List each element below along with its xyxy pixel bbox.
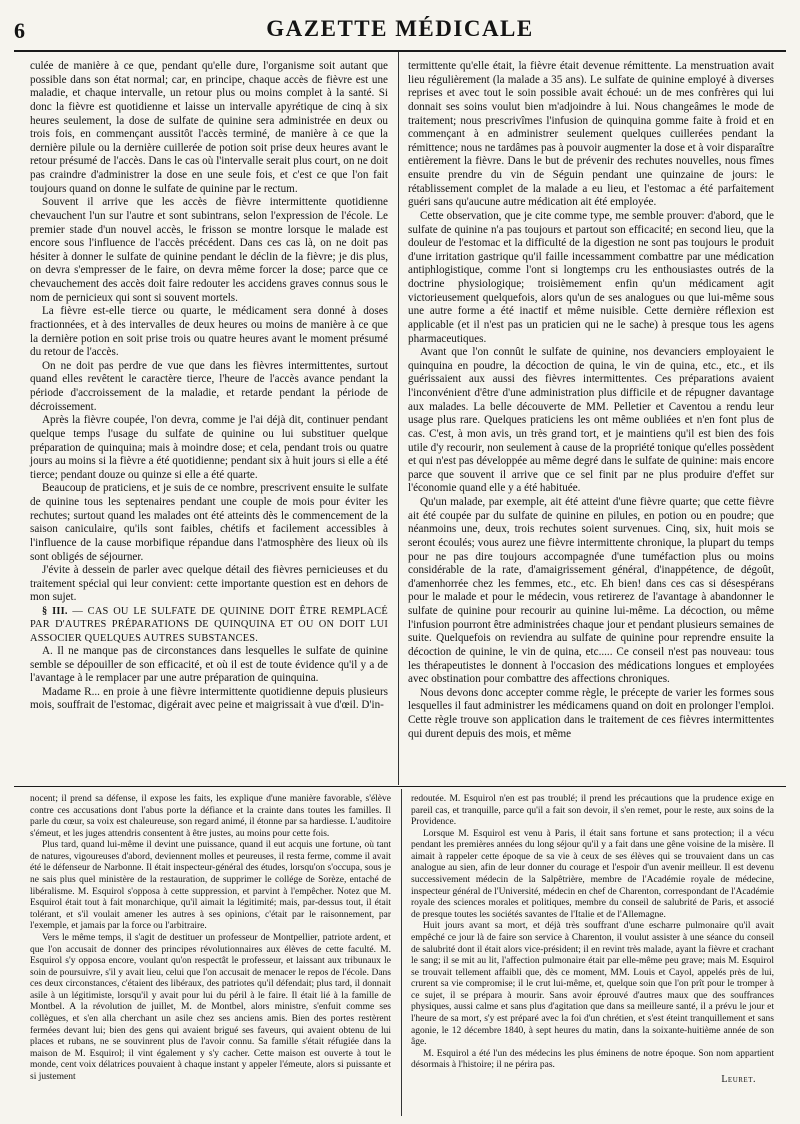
- section-heading-text: — CAS OU LE SULFATE DE QUININE DOIT ÊTRE REMPLACÉ PAR D'AUTRES PRÉPARATIONS DE QUINQUINA ET OU ON DOIT LUI ASSOCIER QUELQUES AUTRES SUBSTANCES.: [30, 606, 388, 644]
- lower-right-column: [411, 794, 774, 1114]
- paragraph: La fièvre est-elle tierce ou quarte, le médicament sera donné à doses fractionnées, et à des intervalles de deux heures ou moins de manière à ce que la dernière potion en soit prise trois ou quatre heures avant le moment présumé du retour de l'accès.: [30, 305, 388, 359]
- column-divider-lower: [401, 789, 402, 1116]
- page-number: 6: [14, 18, 25, 43]
- paragraph: On ne doit pas perdre de vue que dans les fièvres intermittentes, surtout quand elles revêtent le caractère tierce, l'heure de l'accès avance pendant la période d'accroissement de la maladie, et retarde pendant la période de décroissement.: [30, 359, 388, 413]
- paragraph: redoutée. M. Esquirol n'en est pas troublé; il prend les précautions que la prudence exige en pareil cas, et tranquille, parce qu'il a fait son devoir, il s'en remet, pour le reste, aux soins de la Providence.: [411, 794, 774, 828]
- journal-title: GAZETTE MÉDICALE: [266, 16, 534, 41]
- paragraph: termittente qu'elle était, la fièvre était devenue rémittente. La menstruation avait lieu régulièrement (la malade a 35 ans). Le sulfate de quinine employé à diverses reprises et avec tout le soin possible avait échoué: un de mes confrères qui lui donnait ses soins voulut bien m'adjoindre à lui. Nous changeâmes le mode de traitement; nous prescrivîmes l'infusion de quinquina gomme faite à froid et en commençant à en administrer seulement quelques cuillerées pendant la rémittence; nous ne tardâmes pas à pouvoir augmenter la dose et à voir disparaître entièrement la fièvre. Dans le but de prévenir des rechutes nouvelles, nous fîmes ensuite prendre du vin de Séguin pendant une quinzaine de jours: le rétablissement complet de la malade a eu lieu, et l'estomac a été parfaitement guéri sans qu'aucune autre médication ait été employée.: [408, 60, 774, 209]
- paragraph: culée de manière à ce que, pendant qu'elle dure, l'organisme soit autant que possible dans son état normal; car, en principe, chaque accès de fièvre est une maladie, et chaque intervalle, un retour plus ou moins complet à la santé. Si donc la fièvre est quotidienne et laisse un intervalle apyrétique de cinq à six heures seulement, la dose de sulfate de quinine sera administrée en deux ou trois fois, en commençant aussitôt l'accès terminé, de manière à ce que la dernière pilule ou la dernière cuillerée de potion soit prise deux heures avant le retour présumé de l'accès. Dans le cas où l'intervalle serait plus court, on ne doit pas craindre d'administrer la dose en une seule fois, et c'est ce que l'on fait toujours quand on donne le sulfate de quinine par le rectum.: [30, 60, 388, 195]
- paragraph: A. Il ne manque pas de circonstances dans lesquelles le sulfate de quinine semble se dépouiller de son efficacité, et où il est de toute évidence qu'il y a de l'avantage à le remplacer par une autre préparation de quinquina.: [30, 644, 388, 685]
- paragraph: Vers le même temps, il s'agit de destituer un professeur de Montpellier, patriote ardent, et que l'on accusait de donner des principes révolutionnaires aux élèves de cette faculté. M. Esquirol s'y opposa encore, voulant qu'on respectât le professeur, et laissant aux tribunaux le soin de poursuivre, s'il y avait lieu, celui que l'on accusait de menacer le repos de l'école. Dans ces deux circonstances, c'étaient des libéraux, des patriotes qu'il défendait; plus tard, il donnait asile à un légitimiste, lorsqu'il y avait pour lui du péril à le faire. Il était lié à la famille de Montbel. A la révolution de juillet, M. de Montbel, alors ministre, s'enfuit comme ses collègues, et s'en alla cherchant un asile chez ses anciens amis. Bien des portes restèrent fermées devant lui; bien des gens qui avaient brigué ses faveurs, qui avaient obtenu de lui places et rubans, ne se souvinrent plus de l'avoir connu. Sa famille s'était réfugiée dans la maison de M. Esquirol; il vint également y s'y cacher. Cette maison est ouverte à tout le monde, cent voix délatrices pouvaient à chaque instant y appeler l'émeute, alors si puissante et si justement: [30, 932, 391, 1082]
- paragraph: Souvent il arrive que les accès de fièvre intermittente quotidienne chevauchent l'un sur l'autre et sont subintrans, selon l'expression de l'école. Le premier stade d'un nouvel accès, le frisson se montre lorsque le malade est encore sous l'influence de l'accès précédent. Dans ces cas là, on ne doit pas hésiter à donner le sulfate de quinine pendant le déclin de la fièvre; je dis plus, on devra s'empresser de le faire, on devra même forcer la dose; parce que ce chevauchement des accès doit faire redouter les accidens graves connus sous le nom de pernicieux qui sont si souvent mortels.: [30, 196, 388, 304]
- paragraph: Cette observation, que je cite comme type, me semble prouver: d'abord, que le sulfate de quinine n'a pas toujours et partout son efficacité; en second lieu, que la douleur de l'estomac et la difficulté de la digestion ne sont pas toujours le produit d'une irritation gastrique qu'il faille incessamment combattre par une médication antiphlogistique, comme l'ont si longtemps cru les enthousiastes outrés de la doctrine physiologique; troisièmement enfin qu'un médicament agit victorieusement quelquefois, alors qu'un de ses analogues ou que lui-même sous une autre forme a été inactif et même nuisible. Cette dernière réflexion est applicable (et il n'est pas un praticien qui ne le sache) à presque tous les agens pharmaceutiques.: [408, 209, 774, 345]
- paragraph: Lorsque M. Esquirol est venu à Paris, il était sans fortune et sans protection; il a vécu pendant les premières années du long séjour qu'il y a fait dans une gêne voisine de la misère. Il aimait à rappeler cette époque de sa vie à ceux de ses élèves qui se trouvaient dans un cas analogue au sien, afin de leur donner du courage et l'espoir d'un avenir meilleur. Il est devenu successivement médecin de la Salpêtrière, membre de l'Académie royale de médecine, inspecteur général de l'Université, médecin en chef de Charenton, correspondant de l'Académie royale des sciences morales et politiques, membre du conseil de salubrité de Paris, et associé de presque toutes les sociétés savantes de l'Italie et de l'Allemagne.: [411, 828, 774, 920]
- paragraph: Beaucoup de praticiens, et je suis de ce nombre, prescrivent ensuite le sulfate de quinine tous les septenaires pendant une couple de mois pour éviter les rechutes; surtout quand les malades ont été atteints dès le commencement de la saison caniculaire, qu'ils sont faibles, chétifs et facilement accessibles à l'influence de la cause morbifique répandue dans l'atmosphère des lieux où ils sont obligés de séjourner.: [30, 482, 388, 563]
- paragraph: M. Esquirol a été l'un des médecins les plus éminens de notre époque. Son nom appartient désormais à l'histoire; il ne périra pas.: [411, 1048, 774, 1071]
- author-signature: Leuret.: [721, 1073, 756, 1085]
- upper-right-column: [408, 60, 774, 782]
- paragraph: nocent; il prend sa défense, il expose les faits, les explique d'une manière favorable, s'élève contre ces accusations dont l'abus porte la défiance et la crainte dans toutes les familles. Il parle du cœur, sa voix est chaleureuse, son regard animé, il étonne par sa hardiesse. L'auditoire s'émeut, et les juges attendris consentent à être justes, au moins pour cette fois.: [30, 794, 391, 839]
- paragraph: Qu'un malade, par exemple, ait été atteint d'une fièvre quarte; que cette fièvre ait été coupée par du sulfate de quinine en pilules, en potion ou en poudre; que néanmoins une, deux, trois rechutes soient survenues. Cinq, six, huit mois se seront écoulés; vous aurez une fièvre intermittente chronique, la plupart du temps pour ne pas dire toujours accompagnée d'une tuméfaction plus ou moins considérable de la rate, d'amaigrissement général, d'inappétence, de dégoût, d'amenhorrée chez les femmes, etc., etc. Eh bien! dans ces cas si désespérans pour le malade et pour le médecin, vous retirerez de l'avantage à abandonner le sulfate de quinine pour recourir au quinine lui-même. La décoction, ou même l'infusion pourront être administrées chaque jour et pendant plusieurs semaines de suite. Quelquefois on reviendra au sulfate de quinine pour reprendre ensuite la décoction de quinine, le vin de quina, etc..... Ce conseil n'est pas nouveau: tous les thérapeutistes le donnent à l'occasion des médications longues et employées avec obstination pour combattre des affections chroniques.: [408, 496, 774, 686]
- paragraph: Huit jours avant sa mort, et déjà très souffrant d'une escharre pulmonaire qu'il avait empêché ce jour là de faire son service à Charenton, il voulut assister à une séance du conseil de salubrité dont il était alors vice-président; il en revint très malade, ayant la fièvre et crachant le sang; il se mit au lit, l'affection pulmonaire était par elle-même peu grave; mais M. Esquirol se trouvait tellement affaibli que, dès ce moment, MM. Louis et Cayol, appelés près de lui, crurent sa vie compromise; il le crut lui-même, et, quelque soin que l'on prît pour le tromper à ce sujet, il se prépara à mourir. Sans avoir éprouvé d'autres maux que des souffrances physiques, aussi calme et sans plus d'agitation que dans sa meilleure santé, il a prévu le jour et l'heure de sa mort, s'y est préparé avec la foi d'un chrétien, et s'est éteint tranquillement et sans agonie, le 12 décembre 1840, à sept heures du matin, dans la soixante-huitième année de son âge.: [411, 921, 774, 1048]
- column-divider-upper: [398, 52, 399, 785]
- paragraph: J'évite à dessein de parler avec quelque détail des fièvres pernicieuses et du traitement spécial qui leur convient: cette importante question est en dehors de mon sujet.: [30, 564, 388, 604]
- header-rule: [14, 50, 786, 52]
- paragraph: Avant que l'on connût le sulfate de quinine, nos devanciers employaient le quinquina en poudre, la décoction de quina, le vin de quina, etc., etc., et ils guérissaient aux aussi des fièvres intermittentes. Ces préparations avaient l'inconvénient d'être d'une administration plus difficile et de répugner davantage aux malades. La belle découverte de MM. Pelletier et Caventou a rendu leur usage plus rare. Quelques praticiens les ont même oubliées et n'en font plus de cas. C'est, à mon avis, un très grand tort, et je maintiens qu'il est bien des fois utile d'y recourir, non seulement à cause de la propriété tonique qu'elles possèdent et qui n'est pas développée au même degré dans le sulfate de quinine: mais encore parce que souvent il arrive que ce sel finit par ne plus produire d'effet sur l'économie quand elle y a été habituée.: [408, 346, 774, 495]
- lower-left-column: [30, 794, 391, 1114]
- paragraph: Après la fièvre coupée, l'on devra, comme je l'ai déjà dit, continuer pendant quelque temps l'usage du sulfate de quinine ou lui substituer quelque préparation de quinquina; mais à moindre dose; et cela, pendant trois ou quatre jours au moins si la fièvre a été quotidienne; pendant six à huit jours si elle a été tierce; pendant douze ou quinze si elle a été quarte.: [30, 414, 388, 481]
- paragraph: Madame R... en proie à une fièvre intermittente quotidienne depuis plusieurs mois, souffrait de l'estomac, digérait avec peine et maigrissait à vue d'œil. D'in-: [30, 685, 388, 712]
- section-mark: § III.: [42, 606, 68, 617]
- page-header: [14, 16, 786, 50]
- section-heading: [30, 605, 388, 645]
- paragraph: Nous devons donc accepter comme règle, le précepte de varier les formes sous lesquelles il faut administrer les médicamens quand on doit en prolonger l'emploi. Cette règle trouve son application dans le traitement de ces fièvres intermittentes qui durent depuis des mois, et même: [408, 686, 774, 740]
- feuilleton-rule: [14, 786, 786, 787]
- paragraph: Plus tard, quand lui-même il devint une puissance, quand il eut acquis une fortune, où tant de natures, vigoureuses d'abord, deviennent molles et peureuses, il resta ferme, comme il avait été le défenseur de Narbonne. Il était inspecteur-général des études, lorsqu'on s'occupa, sous je ne sais plus quel ministère de la restauration, de supprimer le collége de Sorèze, entaché de libéralisme. M. Esquirol s'opposa à cette suppression, et parvint à l'empêcher. Notez que M. Esquirol était tout à fait monarchique, qu'il aimait la légitimité; mais, par-dessus tout, il était tolérant, et s'il voulait amener les autres à ses opinions, c'était par le raisonnement, par l'exemple, et jamais par la force ou l'arbitraire.: [30, 840, 391, 932]
- upper-left-column: [30, 60, 388, 782]
